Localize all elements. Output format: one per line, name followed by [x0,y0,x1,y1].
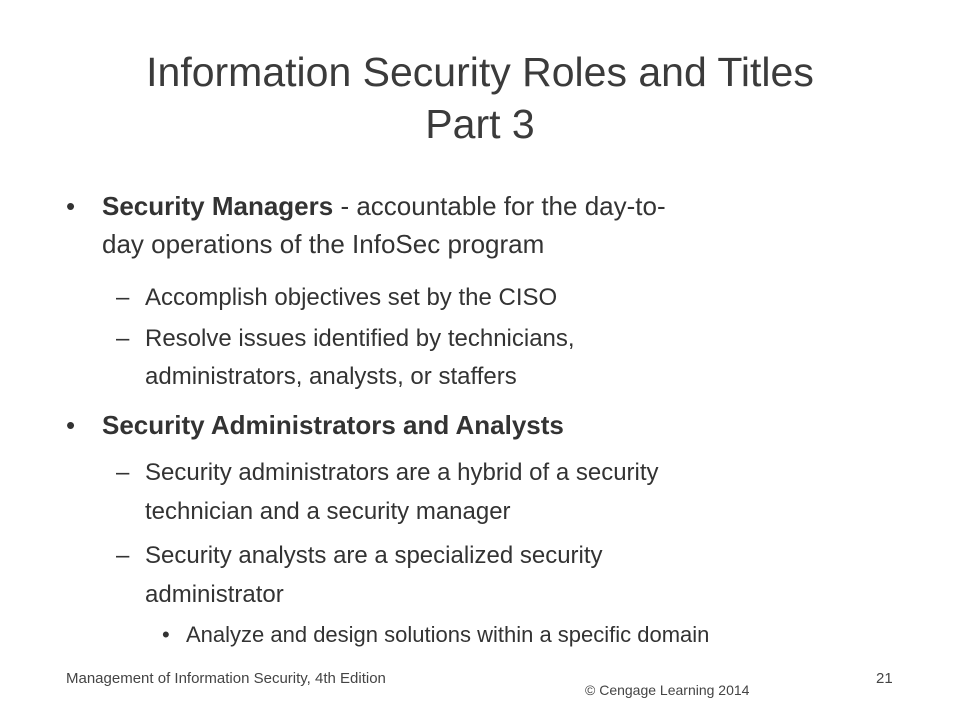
slide-title-line-2: Part 3 [425,101,535,147]
bullet-heading: Security Managers [102,191,334,221]
small-bullet-marker: • [162,622,170,647]
dash-marker: – [116,542,130,569]
bullet-security-administrators: Security Administrators and Analysts [102,410,564,440]
bullet-security-managers [102,189,666,224]
bullet-marker: • [66,410,76,440]
dash-marker: – [116,284,130,311]
dash-marker: – [116,459,130,486]
sub-bullet-administrators-hybrid: Security administrators are a hybrid of a security [145,459,659,486]
sub-bullet-continuation: technician and a security manager [145,498,511,525]
footer-page-number: 21 [876,670,893,687]
dash-marker: – [116,325,130,352]
sub-sub-bullet-analyze-design: Analyze and design solutions within a specific domain [186,622,710,647]
bullet-text: - accountable for the day-to- [333,191,666,221]
sub-bullet-continuation: administrators, analysts, or staffers [145,363,517,390]
footer-copyright: © Cengage Learning 2014 [585,682,750,698]
footer-book-title: Management of Information Security, 4th Edition [66,670,386,687]
sub-bullet-resolve-issues: Resolve issues identified by technicians, [145,325,575,352]
slide-title-line-1: Information Security Roles and Titles [146,49,814,95]
bullet-marker: • [66,191,76,221]
sub-bullet-accomplish-objectives: Accomplish objectives set by the CISO [145,284,558,311]
sub-bullet-analysts-specialized: Security analysts are a specialized security [145,542,603,569]
slide-title [40,46,920,150]
sub-bullet-continuation: administrator [145,581,284,608]
bullet-continuation: day operations of the InfoSec program [102,229,545,259]
